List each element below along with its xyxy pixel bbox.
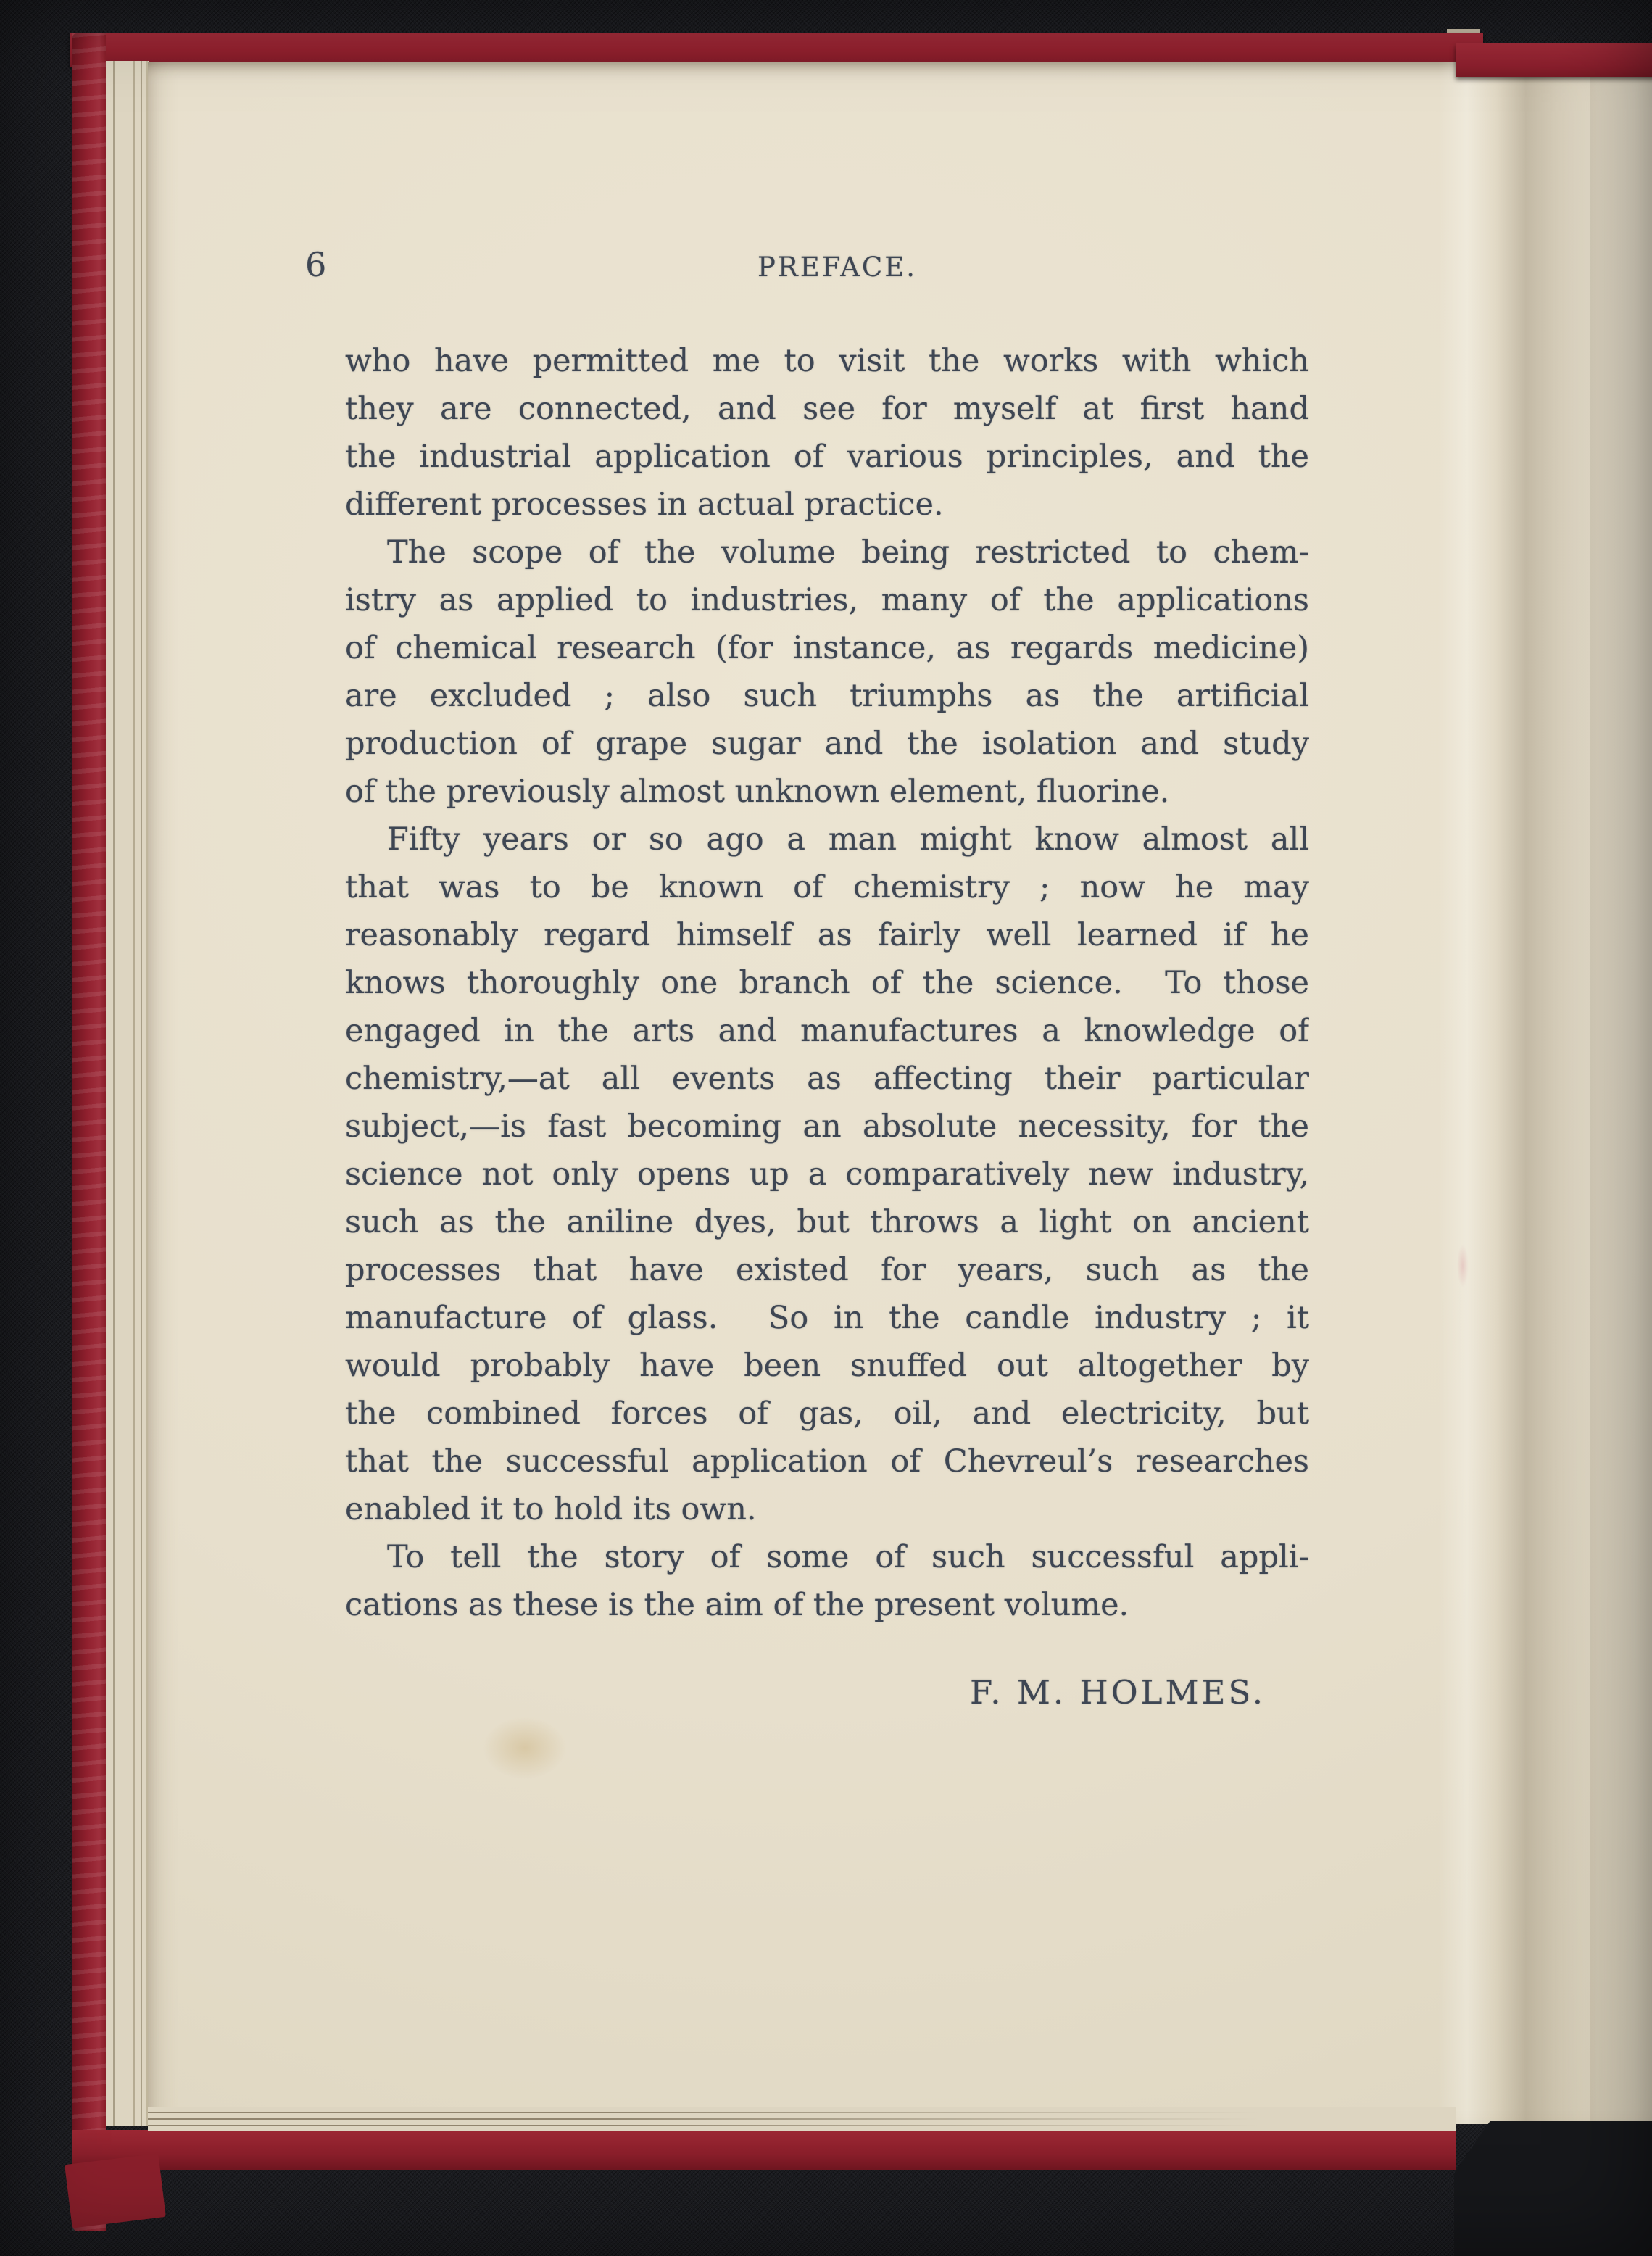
text-line: that was to be known of chemistry ; now he may: [345, 869, 1309, 905]
text-line: enabled it to hold its own.: [345, 1491, 757, 1527]
page-stack-edge-left: [106, 61, 149, 2126]
text-line: the combined forces of gas, oil, and electricity, but: [345, 1396, 1309, 1432]
text-line: manufacture of glass. So in the candle industry ; it: [345, 1300, 1309, 1336]
text-line: cations as these is the aim of the present volume.: [345, 1587, 1129, 1623]
text-line: different processes in actual practice.: [345, 486, 944, 523]
book-page: [148, 62, 1652, 2124]
text-line: of chemical research (for instance, as regards medicine): [345, 630, 1309, 666]
page-header-row: [305, 245, 1309, 293]
running-header: PREFACE.: [757, 252, 918, 283]
text-line: knows thoroughly one branch of the science. To those: [345, 965, 1309, 1001]
text-line: reasonably regard himself as fairly well learned if he: [345, 917, 1309, 953]
gutter-shadow-bottom-right: [1454, 2121, 1652, 2256]
author-signature: F. M. HOLMES.: [970, 1673, 1266, 1712]
text-line: engaged in the arts and manufactures a knowledge of: [345, 1013, 1309, 1049]
text-line: The scope of the volume being restricted to chem-: [387, 534, 1309, 571]
book-cover-left-edge: [72, 33, 106, 2231]
text-line: istry as applied to industries, many of the applications: [345, 582, 1309, 618]
page-body: [345, 338, 1309, 1630]
text-line: To tell the story of some of such successful appli-: [387, 1539, 1309, 1575]
text-line: such as the aniline dyes, but throws a light on ancient: [345, 1204, 1309, 1240]
text-line: science not only opens up a comparatively new industry,: [345, 1156, 1309, 1193]
gutter-crease-shadow: [1438, 62, 1598, 2124]
page-stain: [481, 1715, 568, 1780]
page-stack-edge-bottom: [148, 2107, 1456, 2131]
text-line: chemistry,—at all events as affecting their particular: [345, 1061, 1309, 1097]
text-line: who have permitted me to visit the works with which: [345, 343, 1309, 379]
paragraph: [345, 1534, 1309, 1630]
text-line: that the successful application of Chevreul’s researches: [345, 1443, 1309, 1480]
text-line: production of grape sugar and the isolation and study: [345, 726, 1309, 762]
text-line: are excluded ; also such triumphs as the artificial: [345, 678, 1309, 714]
text-line: the industrial application of various principles, and the: [345, 439, 1309, 475]
text-line: subject,—is fast becoming an absolute necessity, for the: [345, 1108, 1309, 1145]
gutter-right-shading: [1590, 62, 1652, 2124]
text-line: of the previously almost unknown element, fluorine.: [345, 774, 1170, 810]
text-line: would probably have been snuffed out altogether by: [345, 1348, 1309, 1384]
text-line: processes that have existed for years, such as the: [345, 1252, 1309, 1288]
printed-content: [305, 62, 1309, 1712]
book-cover-bottom-edge: [72, 2130, 1456, 2170]
page-number: 6: [305, 245, 327, 284]
book-cover-bottom-left-corner: [65, 2153, 166, 2228]
paragraph: [345, 816, 1309, 1534]
paragraph: [345, 529, 1309, 816]
text-line: they are connected, and see for myself at first hand: [345, 391, 1309, 427]
paragraph: [345, 338, 1309, 529]
book-cover-top-edge-right: [1456, 43, 1652, 77]
text-line: Fifty years or so ago a man might know almost all: [387, 821, 1309, 858]
